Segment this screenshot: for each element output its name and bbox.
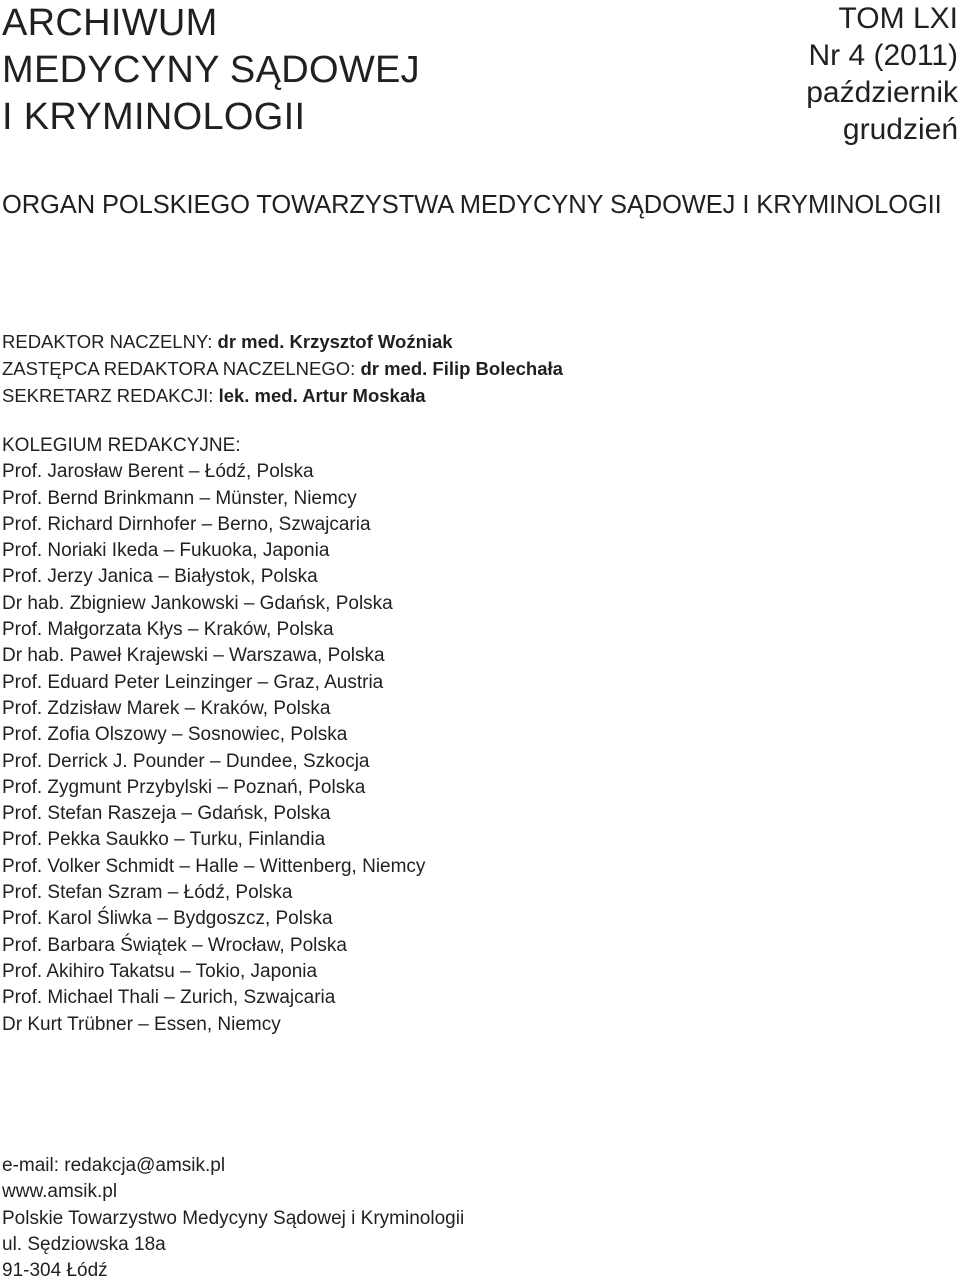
- board-heading: KOLEGIUM REDAKCYJNE:: [2, 435, 241, 456]
- board-member: Prof. Małgorzata Kłys – Kraków, Polska: [2, 619, 334, 641]
- contact-website[interactable]: www.amsik.pl: [2, 1181, 118, 1203]
- board-member: Prof. Noriaki Ikeda – Fukuoka, Japonia: [2, 540, 330, 562]
- board-member: Prof. Zygmunt Przybylski – Poznań, Polska: [2, 776, 366, 798]
- board-member: Prof. Richard Dirnhofer – Berno, Szwajcaria: [2, 513, 371, 535]
- board-member: Prof. Jarosław Berent – Łódź, Polska: [2, 461, 314, 483]
- editor-name: dr med. Krzysztof Woźniak: [217, 331, 453, 352]
- board-member: Prof. Stefan Szram – Łódź, Polska: [2, 882, 293, 904]
- board-member: Prof. Stefan Raszeja – Gdańsk, Polska: [2, 803, 331, 825]
- board-member: Prof. Karol Śliwka – Bydgoszcz, Polska: [2, 908, 333, 930]
- editor-in-chief: [2, 328, 563, 355]
- editor-name: lek. med. Artur Moskała: [218, 385, 426, 406]
- board-member: Prof. Bernd Brinkmann – Münster, Niemcy: [2, 487, 357, 509]
- editor-role: ZASTĘPCA REDAKTORA NACZELNEGO:: [2, 358, 361, 379]
- contact-city: 91-304 Łódź: [2, 1260, 108, 1282]
- journal-title-line: I KRYMINOLOGII: [2, 96, 306, 138]
- editorial-staff: [2, 328, 563, 409]
- board-member: Prof. Pekka Saukko – Turku, Finlandia: [2, 829, 326, 851]
- board-member: Prof. Eduard Peter Leinzinger – Graz, Austria: [2, 671, 384, 693]
- journal-title: [2, 0, 420, 141]
- deputy-editor: [2, 355, 563, 382]
- board-member: Prof. Barbara Świątek – Wrocław, Polska: [2, 934, 347, 956]
- board-member: Prof. Akihiro Takatsu – Tokio, Japonia: [2, 960, 318, 982]
- issue-number: Nr 4 (2011): [808, 39, 958, 72]
- board-member: Dr Kurt Trübner – Essen, Niemcy: [2, 1013, 281, 1035]
- editor-role: SEKRETARZ REDAKCJI:: [2, 385, 219, 406]
- editorial-board: [2, 433, 425, 1038]
- journal-title-line: MEDYCYNY SĄDOWEJ: [2, 49, 420, 91]
- journal-title-line: ARCHIWUM: [2, 2, 218, 44]
- issue-info: [806, 0, 958, 148]
- board-member: Prof. Volker Schmidt – Halle – Wittenberg, Niemcy: [2, 855, 426, 877]
- board-member: Prof. Zofia Olszowy – Sosnowiec, Polska: [2, 724, 348, 746]
- board-member: Prof. Jerzy Janica – Białystok, Polska: [2, 566, 318, 588]
- board-member: Prof. Michael Thali – Zurich, Szwajcaria: [2, 987, 336, 1009]
- contact-block: [2, 1153, 464, 1284]
- contact-email[interactable]: e-mail: redakcja@amsik.pl: [2, 1155, 226, 1176]
- organ-subtitle: ORGAN POLSKIEGO TOWARZYSTWA MEDYCYNY SĄDOWEJ I KRYMINOLOGII: [2, 191, 942, 219]
- board-member: Dr hab. Zbigniew Jankowski – Gdańsk, Polska: [2, 592, 393, 614]
- board-member: Prof. Zdzisław Marek – Kraków, Polska: [2, 697, 331, 719]
- issue-month-end: grudzień: [842, 113, 958, 146]
- issue-month-start: październik: [806, 76, 958, 109]
- editorial-secretary: [2, 382, 563, 409]
- issue-volume: TOM LXI: [838, 2, 958, 35]
- editor-name: dr med. Filip Bolechała: [360, 358, 563, 379]
- contact-society: Polskie Towarzystwo Medycyny Sądowej i Kryminologii: [2, 1207, 465, 1229]
- board-member: Prof. Derrick J. Pounder – Dundee, Szkocja: [2, 750, 370, 772]
- contact-street: ul. Sędziowska 18a: [2, 1233, 166, 1255]
- editor-role: REDAKTOR NACZELNY:: [2, 331, 218, 352]
- board-member: Dr hab. Paweł Krajewski – Warszawa, Polska: [2, 645, 385, 667]
